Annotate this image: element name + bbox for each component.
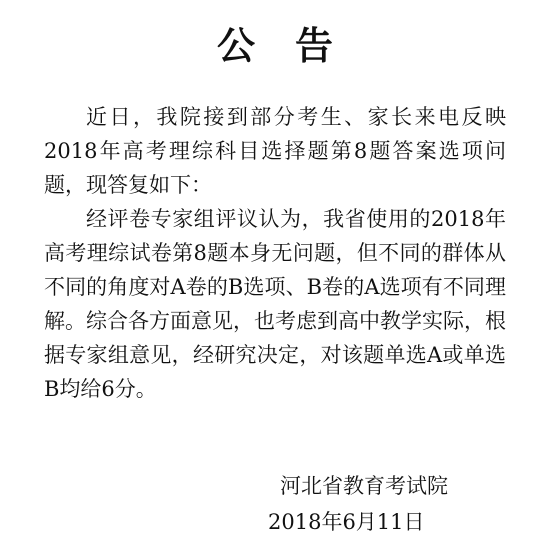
issue-date: 2018年6月11日 [268,510,425,534]
notice-paragraph-1: 近日，我院接到部分考生、家长来电反映2018年高考理综科目选择题第8题答案选项问题，现答复如下： [44,105,506,197]
notice-title: 公告 [216,23,373,68]
notice-paragraph-2: 经评卷专家组评议认为，我省使用的2018年高考理综试卷第8题本身无问题，但不同的群体从不同的角度对A卷的B选项、B卷的A选项有不同理解。综合各方面意见，也考虑到高中教学实际，根据专家组意见，经研究决定，对该题单选A或单选B均给6分。 [44,207,506,401]
notice-body [44,100,506,406]
notice-signature [268,468,518,540]
issuing-organization: 河北省教育考试院 [280,474,448,498]
